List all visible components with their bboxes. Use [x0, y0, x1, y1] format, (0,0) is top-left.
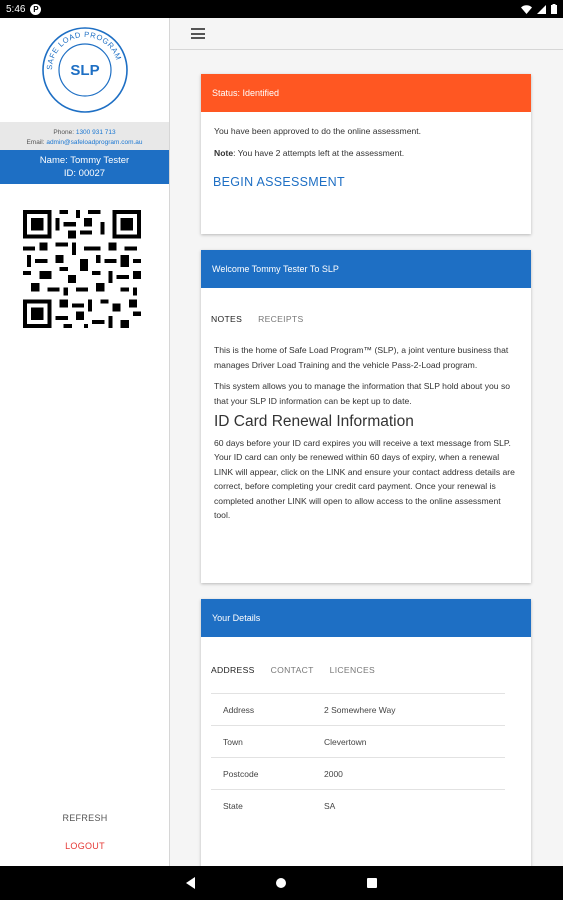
table-row — [211, 758, 505, 790]
system-navigation-bar — [0, 866, 563, 900]
tab-licences[interactable]: LICENCES — [329, 665, 376, 675]
sidebar-actions — [0, 813, 170, 869]
signal-icon — [537, 5, 546, 14]
note-text: : You have 2 attempts left at the assessment. — [233, 147, 405, 158]
welcome-card-body — [201, 343, 531, 523]
welcome-card — [201, 250, 531, 583]
slp-logo — [40, 25, 130, 115]
details-card — [201, 599, 531, 866]
row-value: SA — [324, 790, 505, 822]
back-icon[interactable] — [186, 877, 195, 889]
user-id-box — [0, 150, 169, 184]
clock: 5:46 — [6, 3, 26, 15]
email-link[interactable]: admin@safeloadprogram.com.au — [46, 139, 143, 146]
phone-label: Phone: — [53, 129, 75, 136]
phone-link[interactable]: 1300 931 713 — [75, 129, 116, 136]
row-value: 2 Somewhere Way — [324, 694, 505, 726]
address-table — [211, 693, 505, 822]
status-card — [201, 74, 531, 234]
phone-line — [0, 128, 169, 138]
user-id: ID: 00027 — [63, 168, 106, 179]
home-icon[interactable] — [276, 878, 286, 888]
status-card-body — [201, 112, 531, 160]
note-label: Note — [214, 147, 234, 158]
details-card-header: Your Details — [201, 599, 531, 637]
contact-info — [0, 122, 169, 150]
qr-code — [23, 210, 141, 328]
logout-button[interactable]: LOGOUT — [65, 841, 105, 851]
row-label: Postcode — [211, 758, 324, 790]
recents-icon[interactable] — [367, 878, 377, 888]
table-row — [211, 726, 505, 758]
app-top-bar — [170, 18, 563, 50]
table-row — [211, 694, 505, 726]
row-value: 2000 — [324, 758, 505, 790]
renewal-title: ID Card Renewal Information — [214, 413, 414, 430]
attempts-note — [214, 146, 518, 161]
details-tabs — [201, 637, 531, 693]
approval-message: You have been approved to do the online assessment. — [214, 126, 422, 136]
main-content[interactable] — [170, 50, 563, 866]
logo-area — [0, 18, 169, 122]
row-label: Address — [211, 694, 324, 726]
hamburger-menu-icon[interactable] — [191, 28, 205, 39]
email-label: Email: — [26, 139, 45, 146]
user-name: Name: Tommy Tester — [39, 155, 130, 166]
status-icons — [521, 4, 557, 14]
system-status-bar — [0, 0, 563, 18]
status-card-header: Status: Identified — [201, 74, 531, 112]
intro-paragraph: This is the home of Safe Load Program™ (SLP), a joint venture business that manages Driver Load Training and the vehicle Pass-2-Load program. — [214, 345, 509, 370]
row-label: Town — [211, 726, 324, 758]
wifi-icon — [521, 5, 532, 14]
notification-app-icon: P — [30, 4, 41, 15]
battery-icon — [551, 4, 557, 14]
logo-center-text: SLP — [69, 62, 100, 79]
sidebar — [0, 18, 170, 866]
system-paragraph: This system allows you to manage the information that SLP hold about you so that your SLP ID information can be kept up to date. — [214, 381, 511, 406]
row-label: State — [211, 790, 324, 822]
row-value: Clevertown — [324, 726, 505, 758]
email-line — [0, 138, 169, 148]
table-row — [211, 790, 505, 822]
tab-notes[interactable]: NOTES — [211, 314, 243, 324]
logo-ring-text: SAFE LOAD PROGRAM — [44, 29, 123, 71]
welcome-tabs — [201, 288, 531, 343]
welcome-card-header: Welcome Tommy Tester To SLP — [201, 250, 531, 288]
renewal-paragraph: 60 days before your ID card expires you will receive a text message from SLP. Your ID card can only be renewed within 60 days of expiry, when a renewal LINK will appear, click on the LINK and ensure your contact address details are correct, before completing your credit card payment. Once your renewal is completed another LINK will open to allow access to the online assessment tool. — [214, 437, 515, 520]
begin-assessment-button[interactable]: BEGIN ASSESSMENT — [213, 175, 345, 189]
tab-receipts[interactable]: RECEIPTS — [258, 314, 304, 324]
refresh-button[interactable]: REFRESH — [62, 813, 108, 823]
tab-contact[interactable]: CONTACT — [270, 665, 314, 675]
tab-address[interactable]: ADDRESS — [211, 665, 255, 675]
